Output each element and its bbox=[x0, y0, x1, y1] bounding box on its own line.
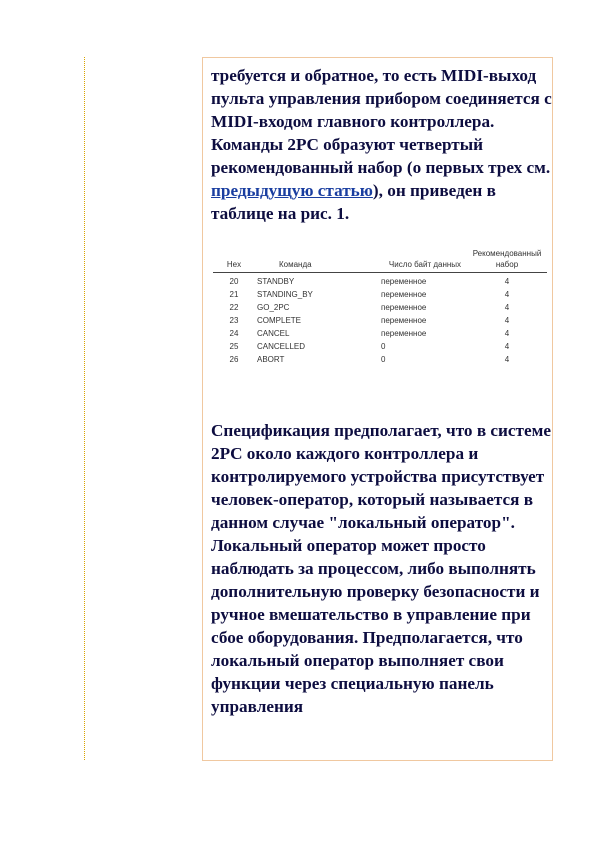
table-row bbox=[213, 353, 547, 366]
cell-hex: 22 bbox=[229, 303, 239, 312]
figure-table bbox=[213, 248, 547, 366]
margin-rule bbox=[84, 57, 85, 760]
cell-command: STANDING_BY bbox=[257, 290, 313, 299]
cell-hex: 24 bbox=[229, 329, 239, 338]
cell-hex: 26 bbox=[229, 355, 239, 364]
paragraph-2: Спецификация предполагает, что в системе 2PC около каждого контроллера и контролируемого устройства присутствует человек-оператор, который называется в данном случае "локальный оператор". Локальный оператор может просто наблюдать за процессом, либо выполнять дополнительную проверку безопасности и ручное вмешательство в управление при сбое оборудования. Предполагается, что локальный оператор выполняет свои функции через специальную панель управления bbox=[211, 421, 551, 716]
cell-command: GO_2PC bbox=[257, 303, 290, 312]
header-set: Рекомендованный набор bbox=[467, 248, 547, 273]
cell-set: 4 bbox=[504, 303, 510, 312]
cell-set: 4 bbox=[504, 342, 510, 351]
cell-set: 4 bbox=[504, 290, 510, 299]
command-table bbox=[213, 248, 547, 366]
content-frame bbox=[202, 57, 553, 761]
cell-set: 4 bbox=[504, 277, 510, 286]
cell-set: 4 bbox=[504, 329, 510, 338]
cell-command: STANDBY bbox=[257, 277, 295, 286]
table-header-row bbox=[213, 248, 547, 273]
table-row bbox=[213, 301, 547, 314]
table-row bbox=[213, 340, 547, 353]
cell-bytes: 0 bbox=[381, 342, 386, 351]
cell-bytes: переменное bbox=[381, 303, 427, 312]
cell-bytes: переменное bbox=[381, 316, 427, 325]
table-row bbox=[213, 273, 547, 289]
cell-command: COMPLETE bbox=[257, 316, 302, 325]
cell-bytes: переменное bbox=[381, 290, 427, 299]
cell-hex: 25 bbox=[229, 342, 239, 351]
previous-article-link[interactable]: предыдущую статью bbox=[211, 181, 373, 200]
cell-command: CANCEL bbox=[257, 329, 290, 338]
table-row bbox=[213, 314, 547, 327]
header-hex: Hex bbox=[213, 248, 255, 273]
cell-set: 4 bbox=[504, 316, 510, 325]
cell-command: CANCELLED bbox=[257, 342, 306, 351]
cell-bytes: 0 bbox=[381, 355, 386, 364]
table-row bbox=[213, 288, 547, 301]
cell-command: ABORT bbox=[257, 355, 285, 364]
header-command: Команда bbox=[255, 248, 379, 273]
cell-hex: 21 bbox=[229, 290, 239, 299]
table-row bbox=[213, 327, 547, 340]
cell-hex: 23 bbox=[229, 316, 239, 325]
cell-bytes: переменное bbox=[381, 277, 427, 286]
cell-set: 4 bbox=[504, 355, 510, 364]
paragraph-1 bbox=[211, 64, 553, 225]
cell-hex: 20 bbox=[229, 277, 239, 286]
paragraph-1-text: требуется и обратное, то есть MIDI-выход пульта управления прибором соединяется с MIDI-входом главного контроллера. Команды 2PC образуют четвертый рекомендованный набор (о первых трех см. bbox=[211, 66, 552, 177]
cell-bytes: переменное bbox=[381, 329, 427, 338]
header-bytes: Число байт данных bbox=[379, 248, 467, 273]
paragraph-1-tail: ), он приведен в таблице на рис. 1. bbox=[211, 181, 496, 223]
